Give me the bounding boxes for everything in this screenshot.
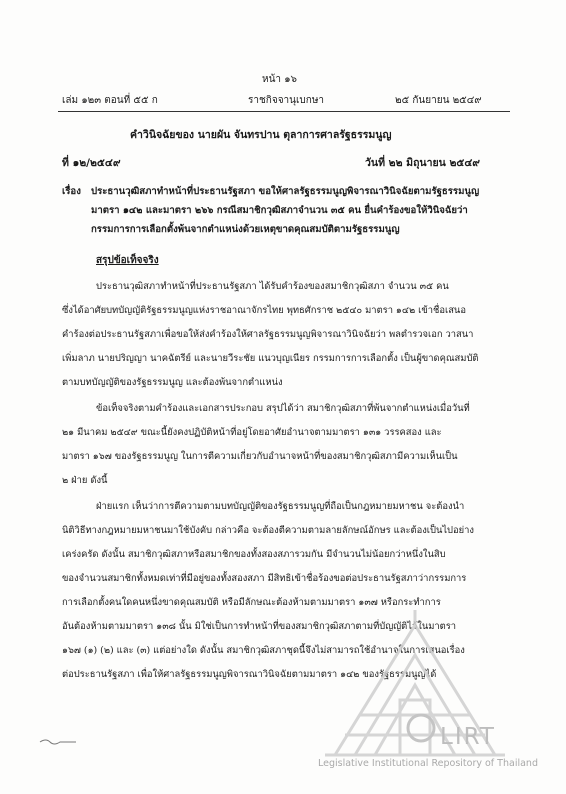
paragraph-line: ต่อประธานรัฐสภา เพื่อให้ศาลรัฐธรรมนูญพิจารณาวินิจฉัยตามมาตรา ๑๔๒ ของรัฐธรรมนูญได้: [62, 669, 437, 680]
paragraph-line: นิติวิธีทางกฎหมายมหาชนมาใช้บังคับ กล่าวคือ จะต้องตีความตามลายลักษณ์อักษร และต้องเป็นไปอย่าง: [62, 525, 474, 536]
paragraph-line: อันต้องห้ามตามมาตรา ๑๓๘ นั้น มิใช่เป็นการทำหน้าที่ของสมาชิกวุฒิสภาตามที่บัญญัติไว้ในมาตรา: [62, 621, 457, 632]
paragraph-line: การเลือกตั้งคนใดคนหนึ่งขาดคุณสมบัติ หรือมีลักษณะต้องห้ามตามมาตรา ๑๓๗ หรือกระทำการ: [62, 597, 441, 608]
document-title: คำวินิจฉัยของ นายผัน จันทรปาน ตุลาการศาลรัฐธรรมนูญ: [130, 129, 392, 141]
subject-line: มาตรา ๑๔๒ และมาตรา ๒๖๖ กรณีสมาชิกวุฒิสภาจำนวน ๓๕ คน ยื่นคำร้องขอให้วินิจฉัยว่า: [91, 205, 468, 216]
gazette-volume: เล่ม ๑๒๓ ตอนที่ ๕๕ ก: [62, 95, 158, 106]
watermark-logo-text: LIRT: [440, 724, 496, 750]
subject-line: ประธานวุฒิสภาทำหน้าที่ประธานรัฐสภา ขอให้ศาลรัฐธรรมนูญพิจารณาวินิจฉัยตามรัฐธรรมนูญ: [91, 186, 480, 197]
paragraph-line: ๒๑ มีนาคม ๒๕๔๙ ขณะนี้ยังคงปฏิบัติหน้าที่อยู่โดยอาศัยอำนาจตามมาตรา ๑๓๑ วรรคสอง และ: [62, 427, 442, 438]
paragraph-line: ๒ ฝ่าย ดังนี้: [62, 475, 108, 486]
subject-label: เรื่อง: [62, 186, 81, 197]
document-date: วันที่ ๒๒ มิถุนายน ๒๕๔๙: [365, 157, 480, 169]
paragraph-line: มาตรา ๑๖๗ ของรัฐธรรมนูญ ในการตีความเกี่ยวกับอำนาจหน้าที่ของสมาชิกวุฒิสภามีความเห็นเป็น: [62, 451, 458, 462]
section-heading: สรุปข้อเท็จจริง: [96, 255, 159, 266]
paragraph-line: คำร้องต่อประธานรัฐสภาเพื่อขอให้ส่งคำร้องให้ศาลรัฐธรรมนูญพิจารณาวินิจฉัยว่า พลตำรวจเอก วาสนา: [62, 329, 474, 340]
lirt-logo-icon: [405, 712, 437, 744]
gazette-name: ราชกิจจานุเบกษา: [248, 95, 325, 106]
paragraph-line: ซึ่งได้อาศัยบทบัญญัติรัฐธรรมนูญแห่งราชอาณาจักรไทย พุทธศักราช ๒๕๔๐ มาตรา ๑๔๒ เข้าชื่อเสนอ: [62, 305, 466, 316]
paragraph-line: ตามบทบัญญัติของรัฐธรรมนูญ และต้องพ้นจากตำแหน่ง: [62, 377, 283, 388]
signature-mark: [38, 736, 78, 746]
paragraph-line: ๑๖๗ (๑) (๒) และ (๓) แต่อย่างใด ดังนั้น สมาชิกวุฒิสภาชุดนี้จึงไม่สามารถใช้อำนาจในการเสนอเรื่อง: [62, 645, 465, 656]
paragraph-line: ประธานวุฒิสภาทำหน้าที่ประธานรัฐสภา ได้รับคำร้องของสมาชิกวุฒิสภา จำนวน ๓๕ คน: [96, 281, 449, 292]
header-rule: [58, 111, 510, 112]
page-number: หน้า ๑๖: [262, 74, 297, 85]
gazette-date: ๒๕ กันยายน ๒๕๔๙: [395, 95, 482, 106]
paragraph-line: เพิ่มลาภ นายปริญญา นาคฉัตรีย์ และนายวีระชัย แนวบุญเนียร กรรมการการเลือกตั้ง เป็นผู้ขาดคุณสมบัติ: [62, 353, 479, 364]
paragraph-line: ของจำนวนสมาชิกทั้งหมดเท่าที่มีอยู่ของทั้งสองสภา มีสิทธิเข้าชื่อร้องขอต่อประธานรัฐสภาว่ากรรมการ: [62, 573, 467, 584]
paragraph-line: ข้อเท็จจริงตามคำร้องและเอกสารประกอบ สรุปได้ว่า สมาชิกวุฒิสภาที่พ้นจากตำแหน่งเมื่อวันที่: [96, 403, 470, 414]
paragraph-line: ฝ่ายแรก เห็นว่าการตีความตามบทบัญญัติของรัฐธรรมนูญที่ถือเป็นกฎหมายมหาชน จะต้องนำ: [96, 501, 465, 512]
document-number: ที่ ๑๒/๒๕๔๙: [62, 157, 121, 169]
watermark-subtitle: Legislative Institutional Repository of Thailand: [318, 758, 538, 769]
paragraph-line: เคร่งครัด ดังนั้น สมาชิกวุฒิสภาหรือสมาชิกของทั้งสองสภารวมกัน มีจำนวนไม่น้อยกว่าหนึ่งในสิบ: [62, 549, 446, 560]
subject-line: กรรมการการเลือกตั้งพ้นจากตำแหน่งด้วยเหตุขาดคุณสมบัติตามรัฐธรรมนูญ: [91, 224, 400, 235]
